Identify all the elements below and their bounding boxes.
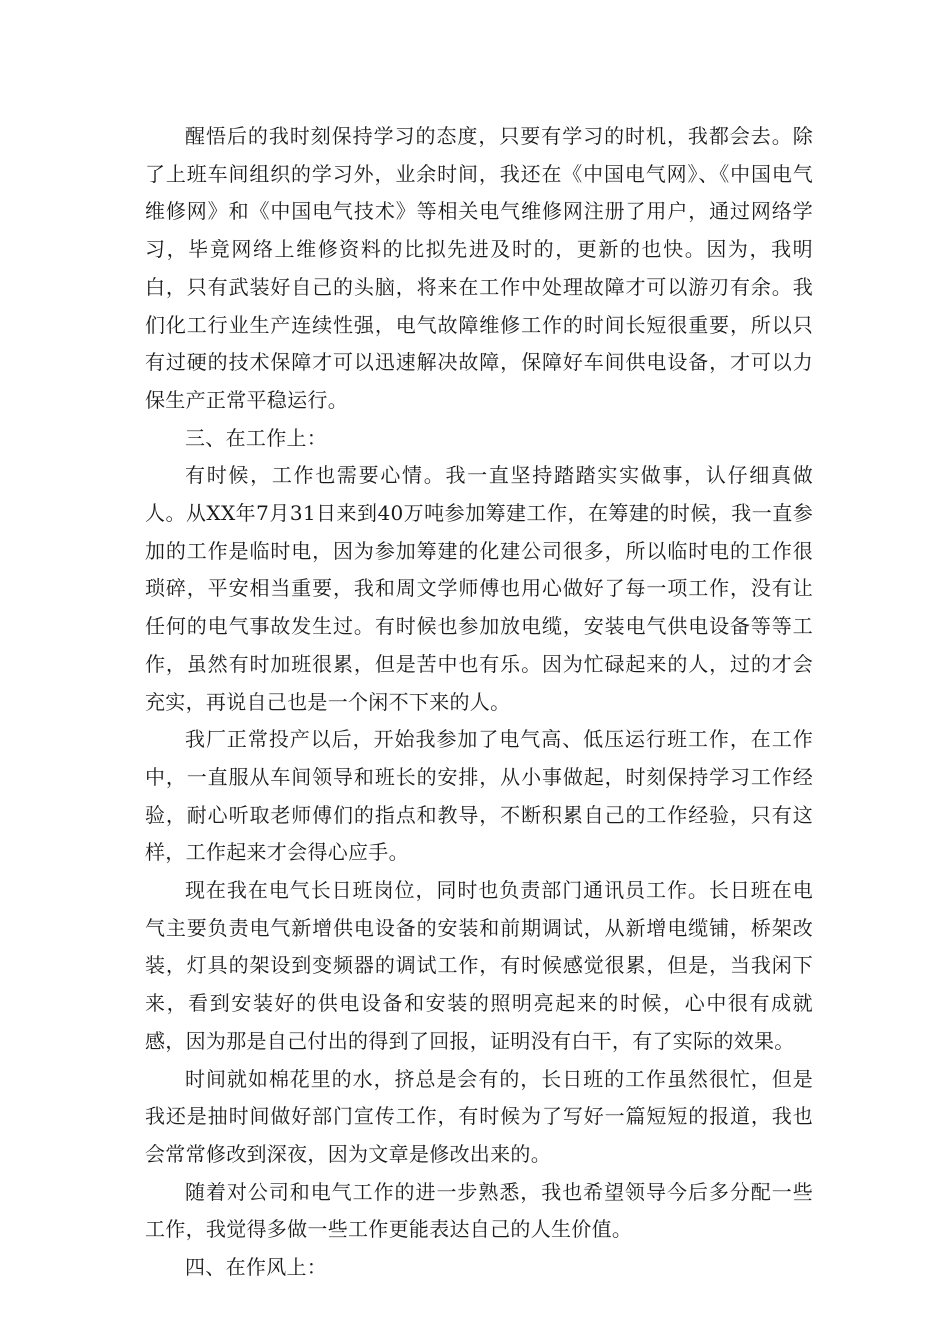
paragraph-aspiration: 随着对公司和电气工作的进一步熟悉，我也希望领导今后多分配一些工作，我觉得多做一些工作更能表达自己的人生价值。	[145, 1179, 813, 1242]
paragraph-learning: 醒悟后的我时刻保持学习的态度，只要有学习的时机，我都会去。除了上班车间组织的学习外，业余时间，我还在《中国电气网》、《中国电气维修网》和《中国电气技术》等相关电气维修网注册了用户，通过网络学习，毕竟网络上维修资料的比拟先进及时的，更新的也快。因为，我明白，只有武装好自己的头脑，将来在工作中处理故障才可以游刃有余。我们化工行业生产连续性强，电气故障维修工作的时间长短很重要，所以只有过硬的技术保障才可以迅速解决故障，保障好车间供电设备，才可以力保生产正常平稳运行。	[145, 124, 813, 412]
section-heading-conduct: 四、在作风上：	[185, 1255, 328, 1280]
section-heading-work: 三、在工作上：	[185, 425, 328, 450]
paragraph-day-shift: 现在我在电气长日班岗位，同时也负责部门通讯员工作。长日班在电气主要负责电气新增供电设备的安装和前期调试，从新增电缆铺，桥架改装，灯具的架设到变频器的调试工作，有时候感觉很累，但是，当我闲下来，看到安装好的供电设备和安装的照明亮起来的时候，心中很有成就感，因为那是自己付出的得到了回报，证明没有白干，有了实际的效果。	[145, 878, 813, 1053]
document-body	[145, 118, 813, 1287]
paragraph-construction: 有时候，工作也需要心情。我一直坚持踏踏实实做事，认仔细真做人。从XX年7月31日来到40万吨参加筹建工作，在筹建的时候，我一直参加的工作是临时电，因为参加筹建的化建公司很多，所以临时电的工作很琐碎，平安相当重要，我和周文学师傅也用心做好了每一项工作，没有让任何的电气事故发生过。有时候也参加放电缆，安装电气供电设备等等工作，虽然有时加班很累，但是苦中也有乐。因为忙碌起来的人，过的才会充实，再说自己也是一个闲不下来的人。	[145, 463, 813, 714]
paragraph-operation: 我厂正常投产以后，开始我参加了电气高、低压运行班工作，在工作中，一直服从车间领导和班长的安排，从小事做起，时刻保持学习工作经验，耐心听取老师傅们的指点和教导，不断积累自己的工作经验，只有这样，工作起来才会得心应手。	[145, 727, 813, 865]
paragraph-publicity: 时间就如棉花里的水，挤总是会有的，长日班的工作虽然很忙，但是我还是抽时间做好部门宣传工作，有时候为了写好一篇短短的报道，我也会常常修改到深夜，因为文章是修改出来的。	[145, 1066, 813, 1166]
